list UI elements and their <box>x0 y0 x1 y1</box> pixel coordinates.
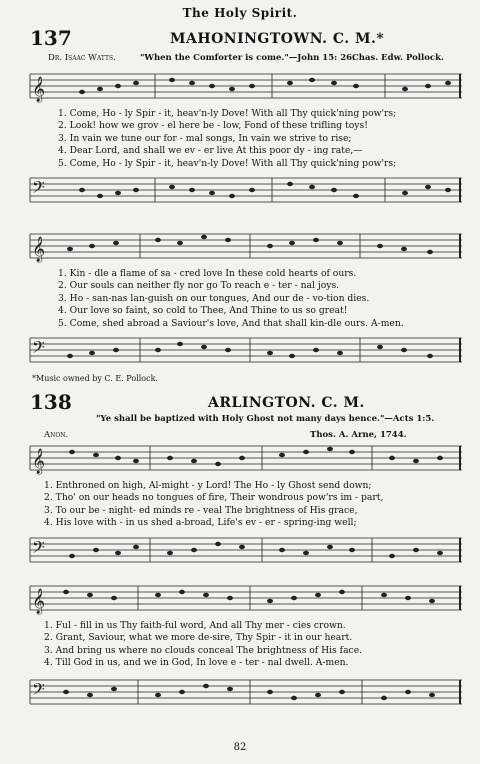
verse-block <box>58 108 396 170</box>
hymn-composer: Chas. Edw. Pollock. <box>352 53 444 63</box>
hymn-title: MAHONINGTOWN. C. M.* <box>170 31 385 47</box>
verse-line: 2. Grant, Saviour, what we more de-sire, Thy Spir - it in our heart. <box>44 632 353 644</box>
verse-line: 4. His love with - in us shed a-broad, Life's ev - er - spring-ing well; <box>44 517 357 529</box>
music-staff-treble <box>0 578 480 618</box>
music-staff-bass <box>0 530 480 570</box>
hymn-author: Anon. <box>44 430 69 440</box>
verse-line: 4. Our love so faint, so cold to Thee, And Thine to us so great! <box>58 305 348 317</box>
verse-line: 1. Ful - fill in us Thy faith-ful word, And all Thy mer - cies crown. <box>44 620 346 631</box>
hymn-title: ARLINGTON. C. M. <box>208 395 365 411</box>
music-staff-treble <box>0 226 480 266</box>
verse-line: 2. Our souls can neither fly nor go To reach e - ter - nal joys. <box>58 280 340 292</box>
svg-text:𝄢: 𝄢 <box>32 177 45 201</box>
page-number: 82 <box>233 742 247 753</box>
hymn-composer: Thos. A. Arne, 1744. <box>310 430 407 440</box>
hymn-author: Dr. Isaac Watts. <box>48 53 116 63</box>
verse-line: 3. And bring us where no clouds conceal The brightness of His face. <box>44 644 363 656</box>
hymn-number: 138 <box>30 390 72 414</box>
verse-line: 2. Look! how we grov - el here be - low, Fond of these trifling toys! <box>58 120 368 132</box>
verse-line: 1. Enthroned on high, Al-might - y Lord! The Ho - ly Ghost send down; <box>44 480 372 491</box>
verse-block <box>58 268 404 330</box>
verse-line: 3. To our be - night- ed minds re - veal The brightness of His grace, <box>44 504 358 516</box>
music-staff-bass <box>0 170 480 210</box>
verse-line: 5. Come, shed abroad a Saviour's love, And that shall kin-dle ours. A-men. <box>58 317 404 329</box>
verse-line: 5. Come, Ho - ly Spir - it, heav'n-ly Dove! With all Thy quick'ning pow'rs; <box>58 157 397 169</box>
hymn-number: 137 <box>30 26 72 50</box>
verse-block <box>44 620 362 670</box>
hymn-scripture: "Ye shall be baptized with Holy Ghost not many days hence."—Acts 1:5. <box>96 414 435 424</box>
svg-text:𝄞: 𝄞 <box>32 237 46 262</box>
verse-line: 3. In vain we tune our for - mal songs, In vain we strive to rise; <box>58 132 352 144</box>
svg-text:𝄢: 𝄢 <box>32 537 45 561</box>
svg-text:𝄢: 𝄢 <box>32 337 45 361</box>
verse-block <box>44 480 383 530</box>
verse-line: 4. Till God in us, and we in God, In love e - ter - nal dwell. A-men. <box>44 657 349 669</box>
svg-text:𝄞: 𝄞 <box>32 589 46 614</box>
running-header: The Holy Spirit. <box>182 6 298 20</box>
verse-line: 3. Ho - san-nas lan-guish on our tongues, And our de - vo-tion dies. <box>58 292 370 304</box>
svg-text:𝄢: 𝄢 <box>32 679 45 703</box>
music-staff-bass <box>0 330 480 370</box>
music-staff-bass <box>0 672 480 712</box>
footnote: *Music owned by C. E. Pollock. <box>32 374 158 383</box>
svg-text:𝄞: 𝄞 <box>32 449 46 474</box>
verse-line: 1. Kin - dle a flame of sa - cred love In these cold hearts of ours. <box>58 268 357 279</box>
music-staff-treble <box>0 66 480 106</box>
verse-line: 4. Dear Lord, and shall we ev - er live At this poor dy - ing rate,— <box>58 145 363 157</box>
hymn-scripture: "When the Comforter is come."—John 15: 26. <box>140 53 356 63</box>
music-staff-treble <box>0 438 480 478</box>
verse-line: 1. Come, Ho - ly Spir - it, heav'n-ly Dove! With all Thy quick'ning pow'rs; <box>58 108 397 119</box>
verse-line: 2. Tho' on our heads no tongues of fire, Their wondrous pow'rs im - part, <box>44 492 384 504</box>
svg-text:𝄞: 𝄞 <box>32 77 46 102</box>
